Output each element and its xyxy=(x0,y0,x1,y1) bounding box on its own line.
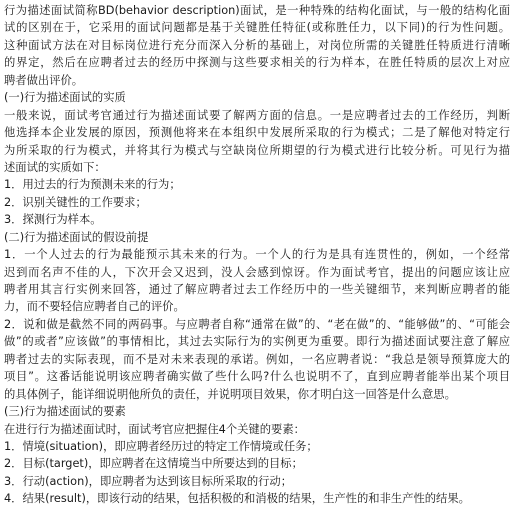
text-line: 1．情境(situation)，即应聘者经历过的特定工作情境或任务； xyxy=(4,439,318,453)
text-line: 1．用过去的行为预测未来的行为； xyxy=(4,178,181,192)
text-line: 一般来说，面试考官通过行为描述面试要了解两方面的信息。一是应聘者过去的工作经历，判断 xyxy=(4,108,510,122)
text-line: 他选择本企业发展的原因，预测他将来在本组织中发展所采取的行为模式；二是了解他对特定行 xyxy=(4,126,510,140)
text-line: 的具体例子，能详细说明他所负的责任，并说明项目效果，你才明白这一回答是什么意思。 xyxy=(4,387,456,401)
text-line: 力，而不要轻信应聘者自己的评价。 xyxy=(4,300,185,314)
text-line: 试的区别在于，它采用的面试问题都是基于关键胜任特征(或称胜任力，以下同)的行为性问题。 xyxy=(4,21,510,35)
text-line: 的界定，然后在应聘者过去的经历中探测与这些要求相关的行为样本，在胜任特质的层次上对应 xyxy=(4,56,510,70)
text-line: 聘者过去的实际表现，而不是对未来表现的承诺。例如，一名应聘者说：“我总是领导预算庞大的 xyxy=(4,352,510,366)
text-line: 做”的或者”应该做”的事情相比，其过去实际行为的实例更为重要。即行为描述面试要注意了解应 xyxy=(4,335,510,349)
text-line: 2．说和做是截然不同的两码事。与应聘者自称“通常在做”的、“老在做”的、“能够做”的、“可能会 xyxy=(4,317,510,331)
text-line: 聘者用其言行实例来回答，通过了解应聘者过去工作经历中的一些关键细节，来判断应聘者的能 xyxy=(4,283,510,296)
text-line: 为所采取的行为模式，并将其行为模式与空缺岗位所期望的行为模式进行比较分析。可见行为描 xyxy=(4,143,510,157)
text-line: 项目”。这番话能说明该应聘者确实做了些什么吗?什么也说明不了，直到应聘者能举出某个项目 xyxy=(4,370,510,384)
text-line: 3．行动(action)，即应聘者为达到该目标所采取的行动； xyxy=(4,474,293,488)
text-line: 4．结果(result)，即该行动的结果，包括积极的和消极的结果，生产性的和非生产性的结果。 xyxy=(4,492,470,506)
text-line: 2．目标(target)，即应聘者在这情境当中所要达到的目标； xyxy=(4,457,303,471)
text-line: (二)行为描述面试的假设前提 xyxy=(4,230,149,244)
text-line: 2．识别关键性的工作要求； xyxy=(4,195,147,209)
text-line: 行为描述面试简称BD(behavior description)面试，是一种特殊的结构化面试，与一般的结构化面 xyxy=(4,4,510,17)
text-line: 1．一个人过去的行为最能预示其未来的行为。一个人的行为是具有连贯性的，例如，一个经常 xyxy=(4,248,510,262)
text-line: (一)行为描述面试的实质 xyxy=(4,91,126,105)
text-line: 在进行行为描述面试时，面试考官应把握住4个关键的要素： xyxy=(4,422,305,436)
text-line: (三)行为描述面试的要素 xyxy=(4,405,126,419)
text-line: 3．探测行为样本。 xyxy=(4,213,102,227)
text-line: 迟到而名声不佳的人，下次开会又迟到，没人会感到惊讶。作为面试考官，提出的问题应该让应 xyxy=(4,265,510,279)
text-line: 聘者做出评价。 xyxy=(4,73,84,87)
text-line: 述面试的实质如下： xyxy=(4,160,106,174)
text-line: 这种面试方法在对目标岗位进行充分而深入分析的基础上，对岗位所需的关键胜任特质进行清晰 xyxy=(4,38,510,52)
